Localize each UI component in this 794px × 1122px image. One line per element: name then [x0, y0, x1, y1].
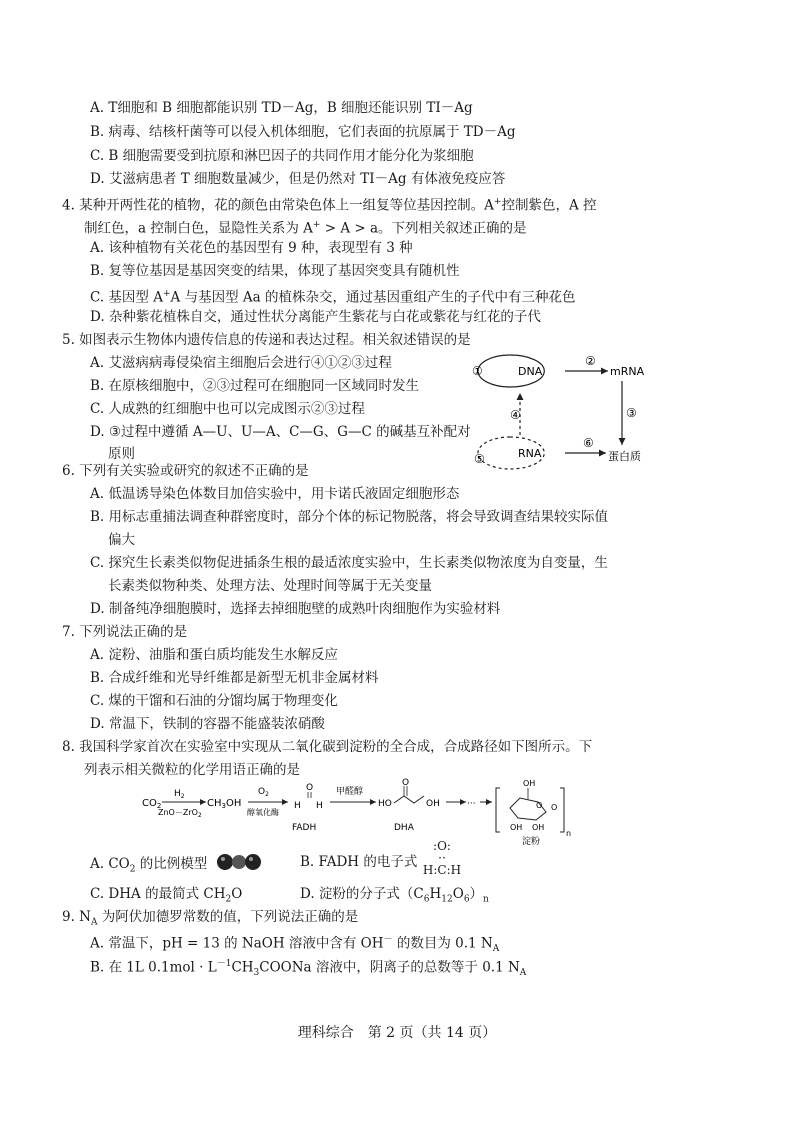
label-5: ⑤ — [474, 452, 485, 466]
dha-oh: OH — [426, 799, 440, 809]
q6-option-b-line1: B. 用标志重捕法调查种群密度时，部分个体的标记物脱落，将会导致调查结果较实际值 — [90, 509, 609, 525]
page-footer: 理科综合 第 2 页（共 14 页） — [297, 1025, 497, 1041]
fadh-formula-dots: ·· — [438, 851, 446, 865]
oh-top: OH — [523, 779, 536, 788]
q5-stem: 5. 如图表示生物体内遗传信息的传递和表达过程。相关叙述错误的是 — [62, 332, 471, 348]
q5-option-d-line2: 原则 — [108, 446, 135, 462]
q4-stem-line2: 制红色，a 控制白色，显隐性关系为 A+ > A > a。下列相关叙述正确的是 — [84, 220, 527, 237]
q6-option-c-line2: 长素类似物种类、处理方法、处理时间等属于无关变量 — [108, 578, 432, 594]
q6-option-c-line1: C. 探究生长素类似物促进插条生根的最适浓度实验中，生长素类似物浓度为自变量，生 — [90, 555, 608, 571]
protein-label: 蛋白质 — [608, 450, 641, 463]
q4-option-a: A. 该种植物有关花色的基因型有 9 种，表现型有 3 种 — [90, 240, 413, 256]
q9-option-a: A. 常温下，pH = 13 的 NaOH 溶液中含有 OH－ 的数目为 0.1 $N_A$ — [90, 935, 500, 955]
q8-stem-line1: 8. 我国科学家首次在实验室中实现从二氧化碳到淀粉的全合成，合成路径如下图所示。下 — [62, 739, 593, 755]
fadh-h-left: H — [294, 801, 301, 811]
q4-option-b: B. 复等位基因是基因突变的结果，体现了基因突变具有随机性 — [90, 263, 460, 279]
co2-model-icon — [216, 853, 262, 876]
q5-option-c: C. 人成熟的红细胞中也可以完成图示②③过程 — [90, 401, 365, 417]
dha-chain — [394, 796, 424, 803]
q7-option-a: A. 淀粉、油脂和蛋白质均能发生水解反应 — [90, 647, 338, 663]
q8-stem-line2: 列表示相关微粒的化学用语正确的是 — [84, 762, 300, 778]
dha-o: O — [402, 778, 410, 788]
label-4: ④ — [510, 408, 521, 422]
replication-loop-left — [478, 355, 510, 387]
q3-option-d: D. 艾滋病患者 T 细胞数量减少，但是仍然对 TI－Ag 有体液免疫应答 — [90, 171, 506, 187]
enzyme2-label: 甲醛醇 — [336, 787, 364, 797]
q8-option-c: C. DHA 的最简式 $CH_2O$ — [90, 886, 243, 905]
q6-option-a: A. 低温诱导染色体数目加倍实验中，用卡诺氏液固定细胞形态 — [90, 486, 460, 502]
synthesis-pathway-diagram — [140, 778, 680, 846]
dna-label: DNA — [518, 365, 543, 378]
methanol-label: $CH_3OH$ — [207, 798, 242, 810]
label-2: ② — [585, 354, 596, 368]
label-6: ⑥ — [583, 436, 594, 450]
dha-ho: HO — [378, 799, 392, 809]
rna-label: RNA — [518, 447, 542, 460]
dots-label: ··· — [467, 799, 476, 809]
q4-stem-line1: 4. 某种开两性花的植物，花的颜色由常染色体上一组复等位基因控制。A+控制紫色，A 控 — [62, 197, 597, 214]
fadh-formula-hch: H:C:H — [422, 863, 462, 877]
bracket-right — [560, 788, 564, 832]
bracket-left — [496, 788, 500, 832]
q7-option-d: D. 常温下，铁制的容器不能盛装浓硝酸 — [90, 716, 325, 732]
oh-bottom-left: OH — [510, 823, 523, 832]
q5-option-d-line1: D. ③过程中遵循 A—U、U—A、C—G、G—C 的碱基互补配对 — [90, 424, 471, 440]
fadh-formula-o: :O: — [433, 839, 451, 853]
q9-stem: 9. $N_A$ 为阿伏加德罗常数的值，下列说法正确的是 — [62, 909, 359, 928]
q3-option-c: C. B 细胞需要受到抗原和淋巴因子的共同作用才能分化为浆细胞 — [90, 148, 474, 164]
mrna-label: mRNA — [610, 365, 645, 378]
q5-option-b: B. 在原核细胞中，②③过程可在细胞同一区域同时发生 — [90, 378, 420, 394]
fadh-h-right: H — [316, 801, 323, 811]
q3-option-b: B. 病毒、结核杆菌等可以侵入机体细胞，它们表面的抗原属于 TD－Ag — [90, 124, 516, 140]
q4-option-d: D. 杂种紫花植株自交，通过性状分离能产生紫花与白花或紫花与红花的子代 — [90, 309, 541, 325]
oh-bottom-right: OH — [532, 823, 545, 832]
q7-option-c: C. 煤的干馏和石油的分馏均属于物理变化 — [90, 693, 338, 709]
q3-option-a: A. T细胞和 B 细胞都能识别 TD－Ag，B 细胞还能识别 TI－Ag — [90, 100, 473, 116]
q8-option-d: D. 淀粉的分子式$(C_6H_{12}O_6)_n$ — [300, 886, 489, 905]
label-1: ① — [472, 364, 483, 378]
fadh-o: O — [306, 783, 314, 793]
q7-option-b: B. 合成纤维和光导纤维都是新型无机非金属材料 — [90, 670, 379, 686]
gene-expression-diagram — [470, 345, 680, 475]
q4-option-c: C. 基因型 A+A 与基因型 Aa 的植株杂交，通过基因重组产生的子代中有三种花色 — [90, 289, 576, 306]
starch-label: 淀粉 — [522, 837, 541, 846]
polymer-n: n — [566, 829, 572, 838]
q6-option-d: D. 制备纯净细胞膜时，选择去掉细胞壁的成熟叶肉细胞作为实验材料 — [90, 601, 501, 617]
h2-label: $H_2$ — [174, 789, 185, 800]
q6-stem: 6. 下列有关实验或研究的叙述不正确的是 — [62, 463, 309, 479]
co2-label: $CO_2$ — [142, 798, 162, 810]
q8-option-a: A. $CO_2$ 的比例模型 — [90, 853, 262, 879]
fadh-label: FADH — [292, 823, 317, 833]
q5-option-a: A. 艾滋病病毒侵染宿主细胞后会进行④①②③过程 — [90, 355, 392, 371]
q9-option-b: B. 在 1L $0.1mol \cdot L^{-1}CH_3COONa$ 溶液中，阴离子的总数等于 0.1 $N_A$ — [90, 959, 527, 979]
o2-label: $O_2$ — [258, 787, 269, 798]
q8-option-b: B. FADH 的电子式 — [300, 854, 418, 870]
link-o: O — [551, 803, 558, 812]
dha-label: DHA — [394, 823, 414, 833]
q6-option-b-line2: 偏大 — [108, 532, 135, 548]
ring-o: O — [536, 801, 543, 810]
label-3: ③ — [626, 406, 637, 420]
catalyst-label: ZnO－ZrO$_2$ — [158, 808, 202, 819]
q7-stem: 7. 下列说法正确的是 — [62, 624, 188, 640]
fadh-electron-formula — [420, 840, 464, 876]
enzyme-label: 醇氧化酶 — [247, 808, 279, 817]
